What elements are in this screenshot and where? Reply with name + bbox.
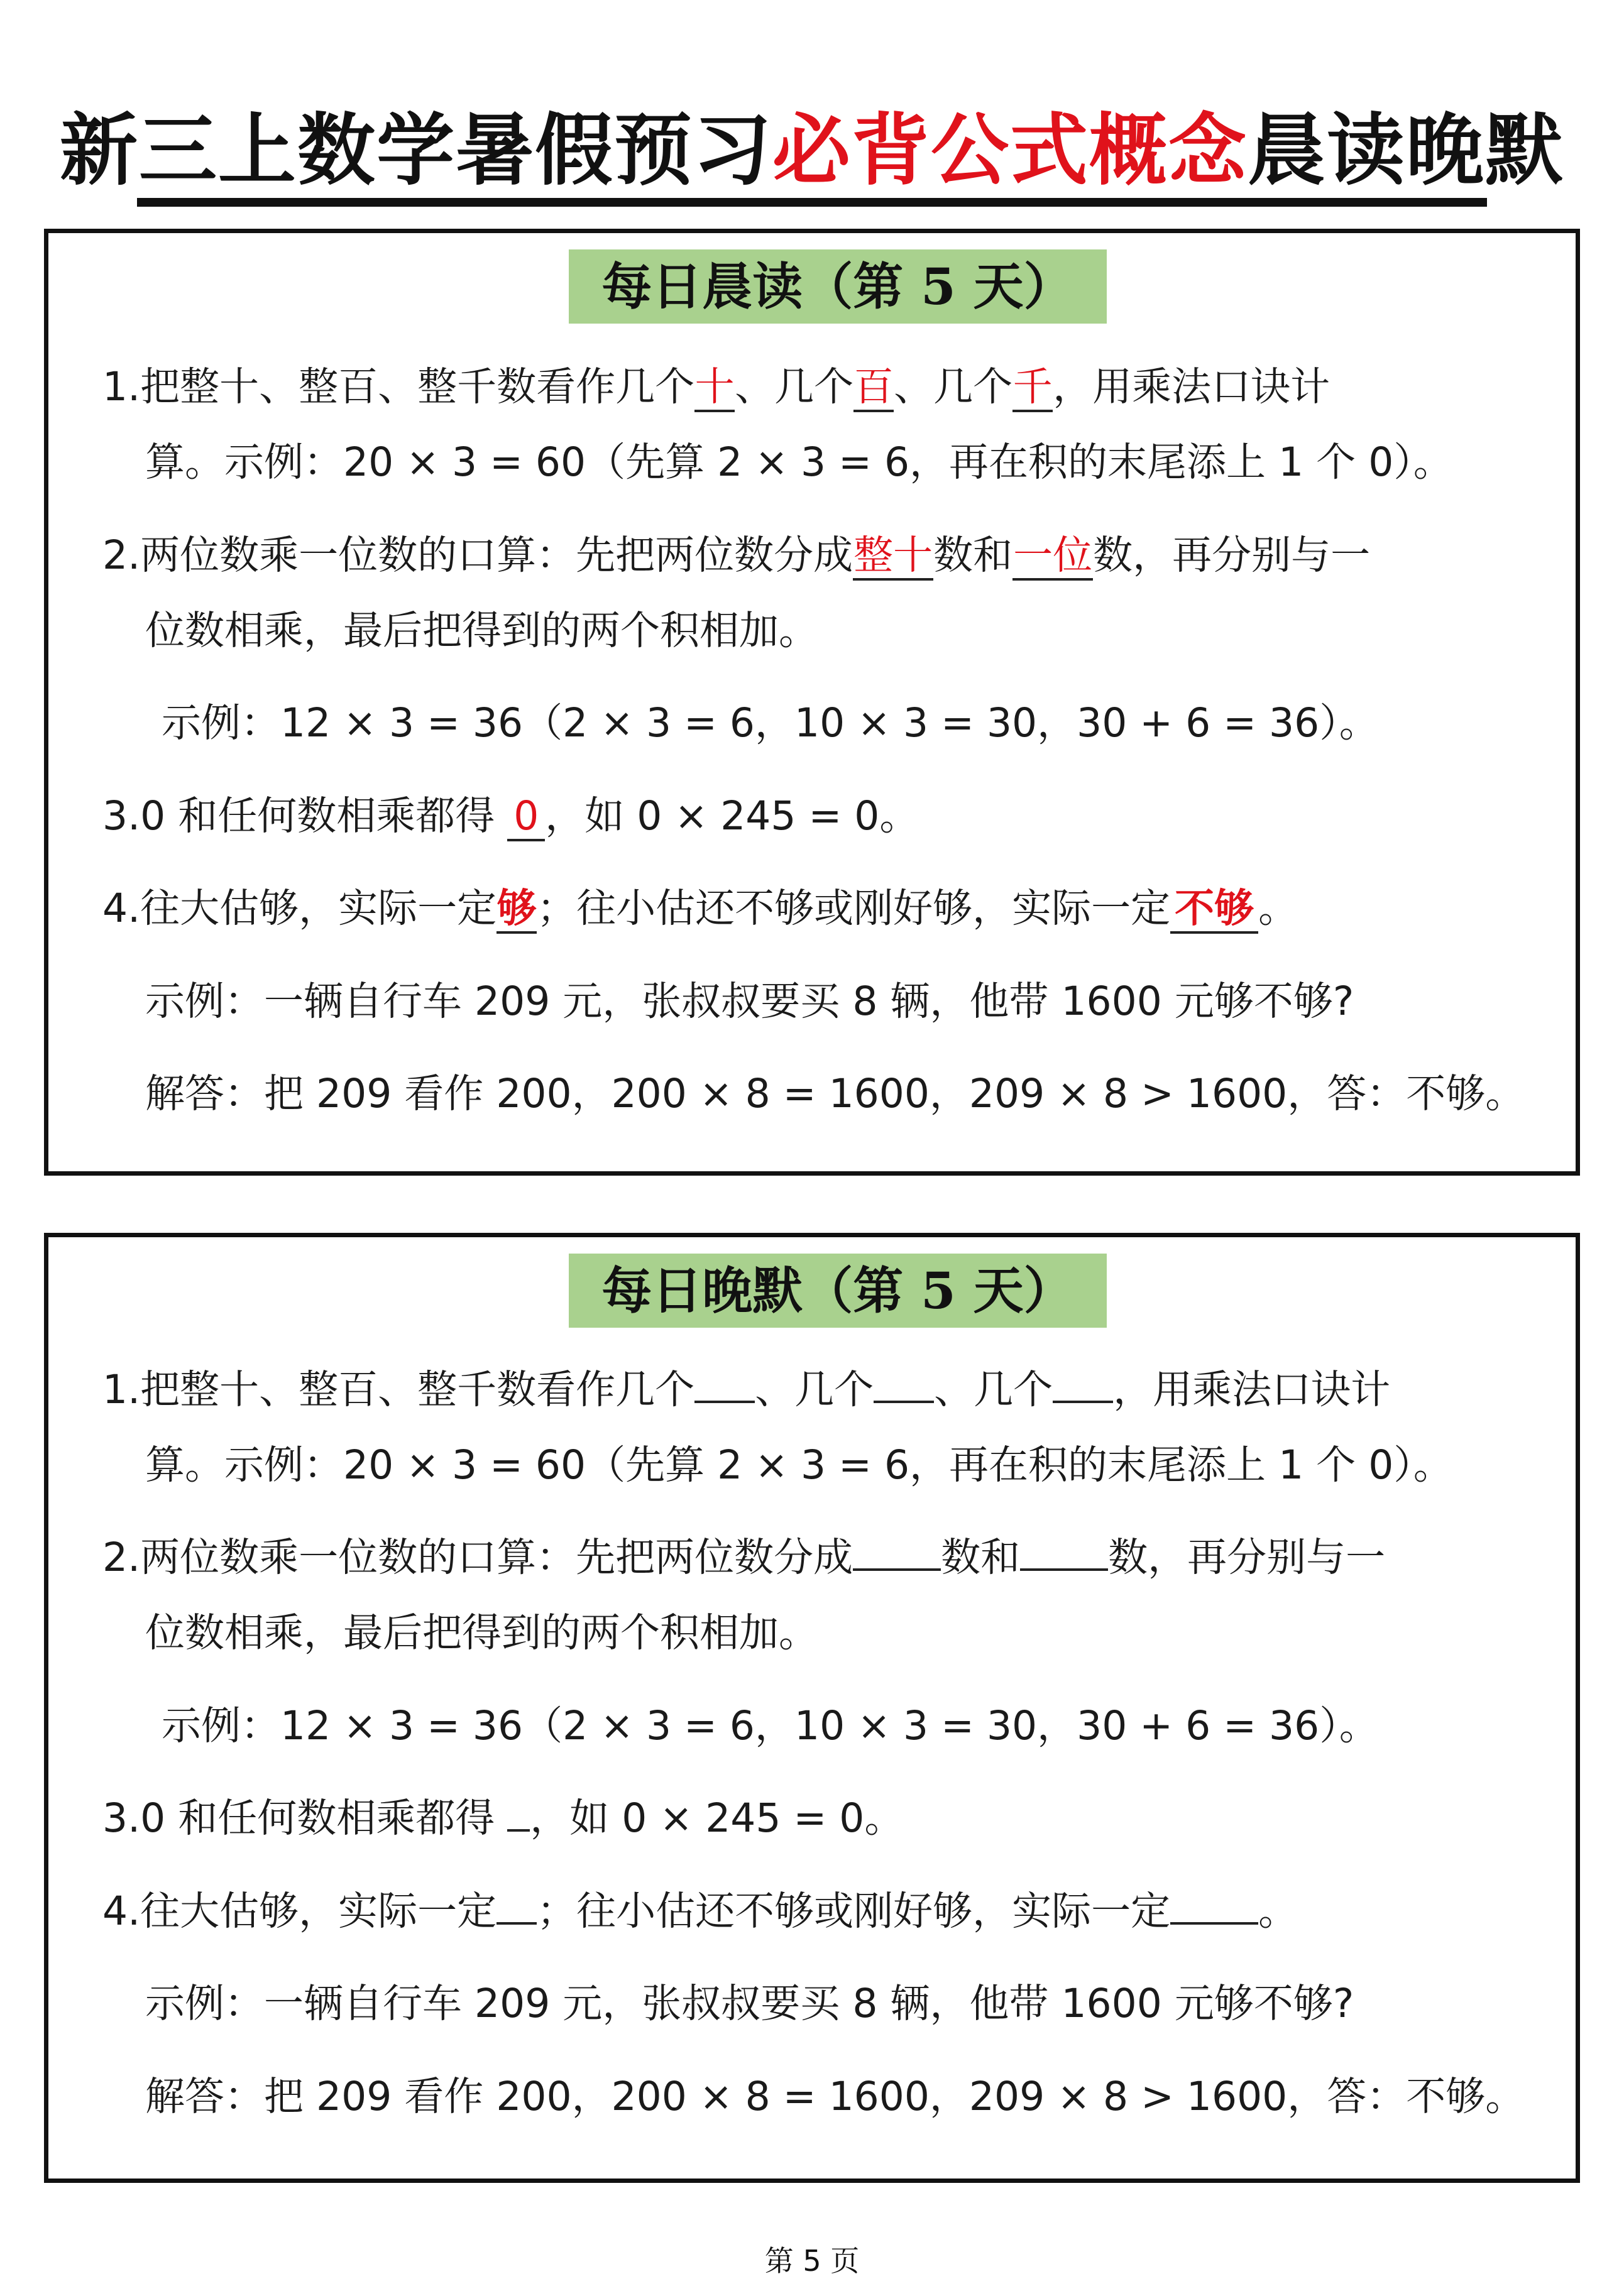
answer-blank: 整十 xyxy=(853,530,933,581)
evening-item-3: 3.0 和任何数相乘都得 ，如 0 × 245 = 0。 xyxy=(102,1795,904,1841)
morning-item-2-example: 示例：12 × 3 = 36（2 × 3 = 6，10 × 3 = 30，30 + 6 = 36）。 xyxy=(162,700,1379,746)
evening-dictation-section xyxy=(44,1233,1580,2183)
title-part-1: 新三上数学暑假预习 xyxy=(59,105,772,196)
morning-item-1-line-1: 1.把整十、整百、整千数看作几个十、几个百、几个千，用乘法口诀计 xyxy=(102,362,1330,412)
answer-blank: 一位 xyxy=(1012,530,1093,581)
page-title xyxy=(0,94,1624,207)
evening-item-4-example: 示例：一辆自行车 209 元，张叔叔要买 8 辆，他带 1600 元够不够? xyxy=(145,1981,1354,2026)
answer-blank: 百 xyxy=(853,362,894,412)
answer-blank: 0 xyxy=(507,791,545,841)
morning-item-4-answer: 解答：把 209 看作 200，200 × 8 = 1600，209 × 8 > 1600，答：不够。 xyxy=(145,1071,1525,1117)
evening-item-1-line-2: 算。示例：20 × 3 = 60（先算 2 × 3 = 6，再在积的末尾添上 1 个 0）。 xyxy=(145,1442,1453,1488)
answer-blank: 千 xyxy=(1012,362,1053,412)
evening-item-4-answer: 解答：把 209 看作 200，200 × 8 = 1600，209 × 8 > 1600，答：不够。 xyxy=(145,2074,1525,2119)
morning-heading: 每日晨读（第 5 天） xyxy=(569,249,1107,324)
evening-heading: 每日晚默（第 5 天） xyxy=(569,1254,1107,1328)
title-part-2: 必背公式概念 xyxy=(772,105,1248,196)
title-underline xyxy=(137,198,1487,207)
evening-item-2-line-1: 2.两位数乘一位数的口算：先把两位数分成 数和 数，再分别与一 xyxy=(102,1534,1386,1580)
morning-item-4-example: 示例：一辆自行车 209 元，张叔叔要买 8 辆，他带 1600 元够不够? xyxy=(145,978,1354,1024)
evening-item-2-line-2: 位数相乘，最后把得到的两个积相加。 xyxy=(145,1610,818,1656)
morning-item-4: 4.往大估够，实际一定够；往小估还不够或刚好够，实际一定 不够 。 xyxy=(102,883,1298,934)
evening-item-1-line-1: 1.把整十、整百、整千数看作几个 、几个 、几个 ，用乘法口诀计 xyxy=(102,1367,1391,1413)
morning-item-1-line-2: 算。示例：20 × 3 = 60（先算 2 × 3 = 6，再在积的末尾添上 1 个 0）。 xyxy=(145,439,1453,485)
evening-item-4: 4.往大估够，实际一定 ；往小估还不够或刚好够，实际一定 。 xyxy=(102,1888,1298,1934)
answer-blank: 十 xyxy=(694,362,735,412)
morning-item-2-line-2: 位数相乘，最后把得到的两个积相加。 xyxy=(145,608,818,653)
page-number: 第 5 页 xyxy=(764,2244,860,2278)
morning-item-3: 3.0 和任何数相乘都得 0 ，如 0 × 245 = 0。 xyxy=(102,791,919,841)
morning-item-2-line-1: 2.两位数乘一位数的口算：先把两位数分成整十数和一位数，再分别与一 xyxy=(102,530,1370,581)
answer-blank: 不够 xyxy=(1170,883,1258,934)
answer-blank: 够 xyxy=(497,883,537,934)
morning-reading-section xyxy=(44,229,1580,1176)
evening-item-2-example: 示例：12 × 3 = 36（2 × 3 = 6，10 × 3 = 30，30 + 6 = 36）。 xyxy=(162,1703,1379,1749)
title-part-3: 晨读晚默 xyxy=(1248,105,1565,196)
